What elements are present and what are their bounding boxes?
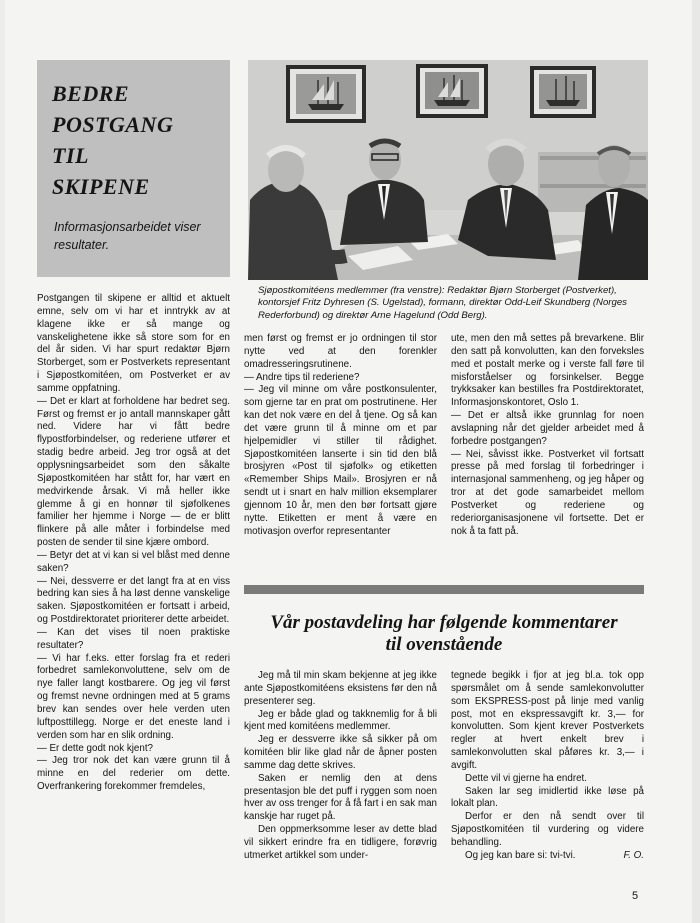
paragraph: Derfor er den nå sendt over til Sjøpostkomitéen til vurdering og videre behandling. bbox=[451, 811, 644, 848]
paragraph: Saken er nemlig den at dens presentasjon ble det puff i ryggen som noen hver av oss trenger for å få fart i en sak man kanskje har ruget på. bbox=[244, 772, 437, 823]
paragraph: Saken lar seg imidlertid ikke løse på lokalt plan. bbox=[451, 785, 644, 810]
headline-line: POSTGANG bbox=[52, 112, 174, 137]
headline-line: SKIPENE bbox=[52, 174, 150, 199]
comment-heading bbox=[244, 612, 644, 656]
framed-ship-picture bbox=[286, 65, 366, 123]
paragraph: — Det er altså ikke grunnlag for noen avslapning når det gjelder arbeidet med å forbedre postgangen? bbox=[451, 410, 644, 447]
closing-text: Og jeg kan bare si: tvi-tvi. bbox=[465, 849, 576, 861]
comment-heading-line: Vår postavdeling har følgende kommentarer bbox=[270, 612, 618, 633]
article-column-1 bbox=[37, 293, 230, 794]
subtitle: Informasjonsarbeidet viser resultater. bbox=[54, 220, 201, 252]
paragraph: — Kan det vises til noen praktiske resultater? bbox=[37, 626, 230, 651]
comment-column-1 bbox=[244, 670, 437, 863]
author-initials: F. O. bbox=[623, 849, 644, 861]
paragraph: — Betyr det at vi kan si vel blåst med denne saken? bbox=[37, 549, 230, 574]
comment-column-2 bbox=[451, 670, 644, 863]
comment-heading-line: til ovenstående bbox=[385, 634, 503, 655]
committee-photo-illustration bbox=[248, 60, 648, 280]
paragraph: — Vi har f.eks. etter forslag fra et rederi forbedret samlekonvoluttene, selv om de nye faller langt kostbarere. Og jeg vil først og fremst nevne ordningen med at 5 grams brev kan sendes over hele verden uten luftposttillegg. Norge er det eneste land i verden som har en slik ordning. bbox=[37, 652, 230, 741]
headline bbox=[52, 78, 173, 202]
paragraph: Dette vil vi gjerne ha endret. bbox=[465, 772, 587, 784]
paragraph: — Jeg vil minne om våre postkonsulenter, som gjerne tar en prat om postrutinene. Her kan det nok være en del å tjene. Og så kan det være grunn til å minne om et par hjelpemidler vi stiller til rådighet. Sjøpostkomitéen lanserte i sin tid den blå brosjyren «Post til sjøfolk» og etiketten «Remember Ships Mail». Brosjyren er nå sendt ut i snart en halv million eksemplarer gjennom 10 år, men den bør fortsatt gjøre nytte. Etiketten er ment å være en motivasjon overfor representanter bbox=[244, 384, 437, 537]
article-column-2 bbox=[244, 333, 437, 539]
paragraph: Den oppmerksomme leser av dette blad vil sikkert erindre fra en tidligere, forøvrig utmerket artikkel som under- bbox=[244, 824, 437, 861]
paragraph: Postgangen til skipene er alltid et aktuelt emne, selv om vi har et inntrykk av at klagene ikke er så mange og vanskelighetene ikke så store som for en del år siden. Vi har spurt redaktør Bjørn Storberget, som er Postverkets representant i Sjøpostkomitéen, om Postverket er av samme oppfatning. bbox=[37, 293, 230, 394]
title-box bbox=[37, 60, 230, 277]
paragraph: — Det er klart at forholdene har bedret seg. Først og fremst er jo antall mannskaper gått ned. Videre har vi fått bedre flypostforbindelser, og rederiene utfører et stadig bedre arbeid. Jeg tror også at det opplysningsarbeidet som den såkalte Sjøpostkomitéen har stått for, har vært en medvirkende årsak. Vi må heller ikke glemme å gi en honnør til sjøfolkenes familier her hjemme i Norge — de er blitt flinkere på alle måter i forbindelse med posten de sender til sine kjære ombord. bbox=[37, 395, 230, 549]
paragraph: — Nei, såvisst ikke. Postverket vil fortsatt presse på med forslag til forbedringer i internasjonal sammenheng, og jeg håper og tror at det gode samarbeidet mellom Postverket og rederiene og rederiorganisasjonene vil fortsette. Det er nok å ta fatt på. bbox=[451, 448, 644, 537]
paragraph: Jeg må til min skam bekjenne at jeg ikke ante Sjøpostkomitéens eksistens før den nå presenterer seg. bbox=[244, 670, 437, 707]
photo-caption: Sjøpostkomitéens medlemmer (fra venstre): Redaktør Bjørn Storberget (Postverket), kontorsjef Fritz Dyhresen (S. Ugelstad), formann, direktør Odd-Leif Skundberg (Norges Rederforbund) og direktør Arne Hagelund (Odd Berg). bbox=[258, 285, 627, 321]
closing-line bbox=[451, 850, 644, 863]
paragraph: — Andre tips til rederiene? bbox=[244, 371, 360, 383]
paragraph: tegnede begikk i fjor at jeg bl.a. tok opp spørsmålet om å sende samlekonvolutter som EKSPRESS-post på linje med vanlig post, mot en ekspressavgift kr. 3,— for konvolutten. Som kjent krever Postverkets regler at hvert enkelt brev i samlekonvolutten skal påføres kr. 3,— i avgift. bbox=[451, 670, 644, 771]
section-divider-bar bbox=[244, 585, 644, 594]
framed-ship-picture bbox=[416, 64, 488, 118]
paragraph: — Er dette godt nok kjent? bbox=[37, 742, 153, 754]
paragraph: men først og fremst er jo ordningen til stor nytte ved at den forenkler omadresseringsrutinene. bbox=[244, 333, 437, 370]
paragraph: — Nei, dessverre er det langt fra at en viss bedring kan sies å ha løst denne vanskelige saken. Sjøpostkomitéen er fortsatt i arbeid, og Postdirektoratet prioriterer dette arbeidet. bbox=[37, 575, 230, 626]
headline-line: BEDRE bbox=[52, 81, 130, 106]
framed-ship-picture bbox=[530, 66, 596, 118]
paragraph: ute, men den må settes på brevarkene. Blir den satt på konvolutten, kan den forveksles med et postalt merke og i verste fall føre til misforståelser og forsinkelser. Begge trykksaker kan bestilles fra Postdirektoratet, Informasjonskontoret, Oslo 1. bbox=[451, 333, 644, 409]
headline-line: TIL bbox=[52, 143, 89, 168]
page-number: 5 bbox=[632, 890, 639, 902]
paragraph: Jeg er dessverre ikke så sikker på om komitéen blir like glad når de åpner posten samme dag dette skrives. bbox=[244, 734, 437, 771]
paragraph: Jeg er både glad og takknemlig for å bli kjent med komitéens medlemmer. bbox=[244, 708, 437, 733]
page-right-edge bbox=[692, 0, 700, 923]
page-binding-edge bbox=[0, 0, 5, 923]
committee-photo bbox=[248, 60, 648, 280]
paragraph: — Jeg tror nok det kan være grunn til å minne en del rederier om dette. Overfrankering forekommer fremdeles, bbox=[37, 755, 230, 793]
article-column-3 bbox=[451, 333, 644, 539]
